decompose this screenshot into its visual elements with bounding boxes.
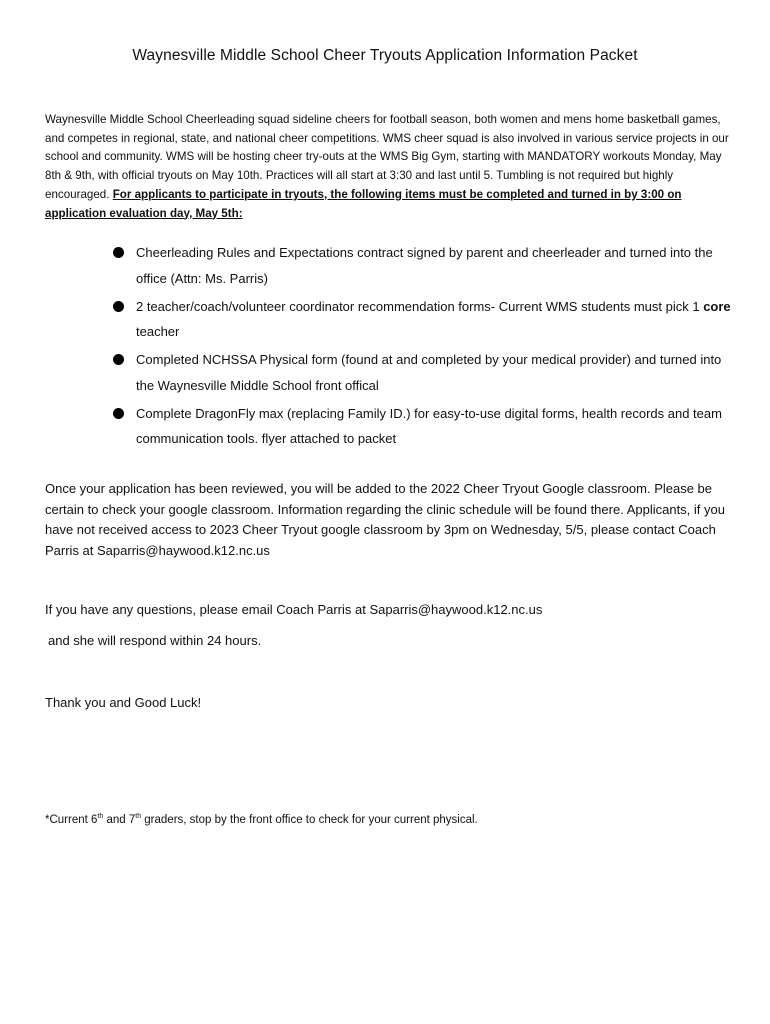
list-item bbox=[112, 240, 732, 291]
footnote-text: *Current 6 bbox=[45, 814, 98, 826]
bullet-icon bbox=[113, 354, 124, 365]
bullet-icon bbox=[113, 408, 124, 419]
footnote bbox=[45, 811, 735, 829]
footnote-superscript: th bbox=[97, 813, 104, 821]
list-item bbox=[112, 294, 732, 345]
requirement-recommendations bbox=[136, 299, 731, 340]
intro-text: Waynesville Middle School Cheerleading squad sideline cheers for football season, both women and mens home basketball games, and competes in regional, state, and national cheer competitions. WMS cheer squad is also involved in various service projects in our school and community. WMS will be hosting cheer try-outs at the WMS Big Gym, starting with MANDATORY workouts Monday, May 8th & 9th, with official tryouts on May 10th. Practices will all start at 3:30 and last until 5. Tumbling is not required but highly encouraged. bbox=[45, 113, 729, 201]
requirement-statement: For applicants to participate in tryouts, the following items must be completed and turned in by 3:00 on application evaluation day, May 5th: bbox=[45, 187, 682, 220]
bullet-icon bbox=[113, 301, 124, 312]
requirement-contract: Cheerleading Rules and Expectations contract signed by parent and cheerleader and turned into the office (Attn: Ms. Parris) bbox=[136, 245, 713, 286]
requirement-dragonfly: Complete DragonFly max (replacing Family ID.) for easy-to-use digital forms, health records and team communication tools. flyer attached to packet bbox=[136, 405, 722, 446]
list-item bbox=[112, 347, 732, 398]
respond-paragraph: and she will respond within 24 hours. bbox=[48, 633, 262, 648]
footnote-text: and 7 bbox=[103, 814, 136, 826]
page-title: Waynesville Middle School Cheer Tryouts Application Information Packet bbox=[132, 47, 638, 64]
list-item bbox=[112, 401, 732, 452]
footnote-text: graders, stop by the front office to check for your current physical. bbox=[141, 814, 478, 826]
intro-paragraph bbox=[45, 111, 735, 223]
footnote-superscript: th bbox=[135, 813, 142, 821]
bullet-icon bbox=[113, 247, 124, 258]
questions-paragraph: If you have any questions, please email Coach Parris at Saparris@haywood.k12.nc.us bbox=[45, 602, 543, 617]
requirements-list bbox=[112, 240, 732, 454]
review-paragraph: Once your application has been reviewed, you will be added to the 2022 Cheer Tryout Google classroom. Please be certain to check your google classroom. Information regarding the clinic schedule will be found there. Applicants, if you have not received access to 2023 Cheer Tryout google classroom by 3pm on Wednesday, 5/5, please contact Coach Parris at Saparris@haywood.k12.nc.us bbox=[45, 481, 725, 558]
requirement-physical: Completed NCHSSA Physical form (found at and completed by your medical provider) and turned into the Waynesville Middle School front offical bbox=[136, 352, 722, 393]
requirement-text: teacher bbox=[136, 324, 180, 339]
emphasis-text: core bbox=[703, 298, 731, 314]
closing-text: Thank you and Good Luck! bbox=[45, 695, 202, 710]
requirement-text: 2 teacher/coach/volunteer coordinator recommendation forms- Current WMS students must pick 1 bbox=[136, 298, 704, 314]
